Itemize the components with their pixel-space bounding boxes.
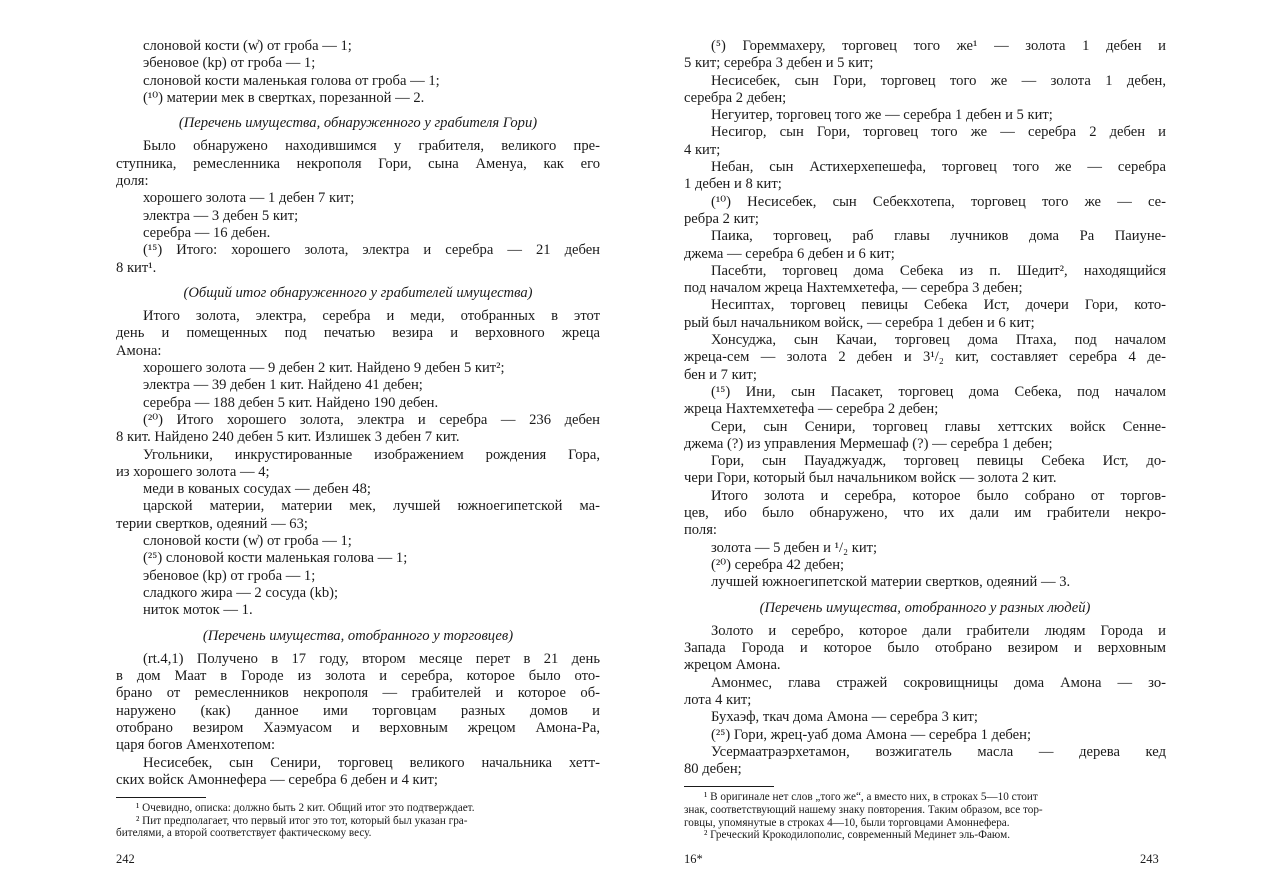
text-line: жреца Нахтемхетефа — серебра 2 дебен; [684,401,939,418]
text-line: хорошего золота — 1 дебен 7 кит; [143,190,355,207]
left-page-number: 242 [116,852,135,866]
text-line: Сери, сын Сенири, торговец главы хеттских войск Сенне- [711,418,1166,435]
right-page-number: 243 [1140,852,1159,866]
text-line: (¹⁰) материи мек в свертках, порезанной — 2. [143,89,425,106]
footnote-line: ² Пит предполагает, что первый итог это тот, который был указан гра- [136,814,468,827]
footnote-line: бителями, а второй соответствует фактическому весу. [116,827,372,840]
text-line: (¹⁵) Итого: хорошего золота, электра и серебра — 21 дебен [143,242,600,259]
text-line: 5 кит; серебра 3 дебен и 5 кит; [684,55,874,72]
text-line: (¹⁰) Несисебек, сын Себекхотепа, торговец того же — се- [711,193,1166,210]
text-line: Итого золота, электра, серебра и меди, отобранных в этот [143,308,600,325]
text-line: лота 4 кит; [684,691,752,708]
text-line: Амона: [116,342,162,359]
text-line: серебра — 16 дебен. [143,224,271,241]
text-line: Итого золота и серебра, которое было собрано от торгов- [711,487,1166,504]
text-line: (²⁰) Итого хорошего золота, электра и серебра — 236 дебен [143,411,600,428]
footnote-line: ¹ В оригинале нет слов „того же“, а вместо них, в строках 5—10 стоит [704,791,1038,804]
text-line: 80 дебен; [684,761,742,778]
text-line: Угольники, инкрустированные изображением рождения Гора, [143,446,600,463]
text-line: Паика, торговец, раб главы лучников дома Ра Паиуне- [711,228,1166,245]
text-line: золота — 5 дебен и ¹/₂ кит; [711,539,878,556]
footnote-rule [116,797,206,798]
text-line: Небан, сын Астихерхепешефа, торговец того же — серебра [711,159,1166,176]
section-heading: (Общий итог обнаруженного у грабителей имущества) [183,284,533,301]
footnote-rule [684,786,774,787]
section-heading: (Перечень имущества, обнаруженного у грабителя Гори) [178,115,538,132]
text-line: Пасебти, торговец дома Себека из п. Шедит², находящийся [711,262,1166,279]
text-line: день и помещенных под печатью везира и верховного жреца [116,325,600,342]
text-line: слоновой кости (w͗) от гроба — 1; [143,533,352,550]
footnote-line: знак, соответствующий нашему знаку повторения. Таким образом, все тор- [684,804,1043,817]
text-line: царской материи, материи мек, лучшей южноегипетской ма- [143,498,600,515]
text-line: слоновой кости (w͗) от гроба — 1; [143,38,352,54]
text-line: Несисебек, сын Гори, торговец того же — золота 1 дебен, [711,72,1166,89]
signature-mark: 16* [684,852,703,866]
text-line: жрецом Амона. [684,657,781,674]
text-line: (¹⁵) Ини, сын Пасакет, торговец дома Себека, под началом [711,383,1166,400]
text-line: терии свертков, одеяний — 63; [116,515,308,532]
text-line: джема (?) из управления Мермешаф (?) — серебра 1 дебен; [684,435,1053,452]
text-line: лучшей южноегипетской материи свертков, одеяний — 3. [711,574,1071,591]
text-line: Амонмес, глава стражей сокровищницы дома Амона — зо- [711,674,1166,691]
left-page-footnotes [116,802,600,840]
text-line: электра — 3 дебен 5 кит; [143,207,299,224]
text-line: Гори, сын Пауаджуадж, торговец певицы Себека Ист, до- [711,453,1166,470]
text-line: жреца-сем — золота 2 дебен и 3¹/₂ кит, составляет серебра 4 де- [684,349,1166,366]
text-line: Несисебек, сын Сенири, торговец великого начальника хетт- [143,754,600,771]
text-line: эбеновое (kp) от гроба — 1; [143,55,316,72]
text-line: бен и 7 кит; [684,366,757,383]
left-page-text [116,38,600,789]
text-line: доля: [116,173,149,190]
text-line: Несигор, сын Гори, торговец того же — серебра 2 дебен и [711,124,1166,141]
text-line: поля: [684,522,717,539]
text-line: из хорошего золота — 4; [116,463,270,480]
text-line: эбеновое (kp) от гроба — 1; [143,567,316,584]
text-line: под началом жреца Нахтемхетефа, — серебра 3 дебен; [684,280,1023,297]
text-line: хорошего золота — 9 дебен 2 кит. Найдено 9 дебен 5 кит²; [143,360,505,377]
text-line: чери Гори, который был начальником войск — золота 2 кит. [684,470,1057,487]
text-line: цев, ибо было обнаружено, что их дали им грабители некро- [684,505,1166,522]
text-line: (²⁵) слоновой кости маленькая голова — 1; [143,550,408,567]
text-line: Золото и серебро, которое дали грабители людям Города и [711,622,1166,639]
text-line: Негуитер, торговец того же — серебра 1 дебен и 5 кит; [711,107,1053,124]
text-line: ребра 2 кит; [684,210,759,227]
text-line: ступника, ремесленника некрополя Гори, сына Аменуа, как его [116,155,600,172]
text-line: наружено (как) данное ими торговцам разных домов и [116,702,600,719]
right-page-text [684,38,1166,778]
text-line: (²⁰) серебра 42 дебен; [711,556,845,573]
text-line: отобрано везиром Хаэмуасом и верховным жрецом Амона-Ра, [116,719,600,736]
text-line: ских войск Амоннефера — серебра 6 дебен и 4 кит; [116,771,438,788]
text-line: джема — серебра 6 дебен и 6 кит; [684,245,895,262]
text-line: 1 дебен и 8 кит; [684,176,782,193]
text-line: (rt.4,1) Получено в 17 году, втором месяце перет в 21 день [143,650,600,667]
text-line: в дом Маат в Городе из золота и серебра, которое было ото- [116,668,600,685]
left-page [116,38,600,840]
text-line: Бухаэф, ткач дома Амона — серебра 3 кит; [711,709,978,726]
text-line: 8 кит¹. [116,259,157,276]
right-page-footnotes [684,791,1166,841]
text-line: Было обнаружено находившимся у грабителя, великого пре- [143,138,600,155]
text-line: электра — 39 дебен 1 кит. Найдено 41 дебен; [143,377,423,394]
text-line: меди в кованых сосудах — дебен 48; [143,481,371,498]
text-line: серебра 2 дебен; [684,89,787,106]
text-line: слоновой кости маленькая голова от гроба — 1; [143,72,440,89]
section-heading: (Перечень имущества, отобранного у разных людей) [759,599,1091,616]
text-line: Несиптах, торговец певицы Себека Ист, дочери Гори, кото- [711,297,1166,314]
footnote-line: ² Греческий Крокодилополис, современный Мединет эль-Фаюм. [704,829,1010,842]
text-line: царя богов Аменхотепом: [116,737,276,754]
footnote-line: ¹ Очевидно, описка: должно быть 2 кит. Общий итог это подтверждает. [136,802,475,815]
right-page [684,38,1166,842]
text-line: серебра — 188 дебен 5 кит. Найдено 190 дебен. [143,394,439,411]
text-line: ниток моток — 1. [143,602,253,619]
text-line: Запада Города и которое было отобрано везиром и верховным [684,640,1166,657]
text-line: 8 кит. Найдено 240 дебен 5 кит. Излишек 3 дебен 7 кит. [116,429,460,446]
text-line: рый был начальником войск, — серебра 1 дебен и 6 кит; [684,314,1035,331]
text-line: Усермаатраэрхетамон, возжигатель масла — дерева кед [711,743,1166,760]
text-line: 4 кит; [684,141,721,158]
text-line: сладкого жира — 2 сосуда (kb); [143,584,339,601]
section-heading: (Перечень имущества, отобранного у торговцев) [202,627,514,644]
text-line: (⁵) Гореммахеру, торговец того же¹ — золота 1 дебен и [711,38,1166,54]
text-line: Хонсуджа, сын Качаи, торговец дома Птаха, под началом [711,332,1166,349]
text-line: (²⁵) Гори, жрец-уаб дома Амона — серебра 1 дебен; [711,726,1031,743]
footnote-line: говцы, упомянутые в строках 4—10, были торговцами Амоннефера. [684,816,1010,829]
text-line: брано от ремесленников некрополя — грабителей и которое об- [116,685,600,702]
